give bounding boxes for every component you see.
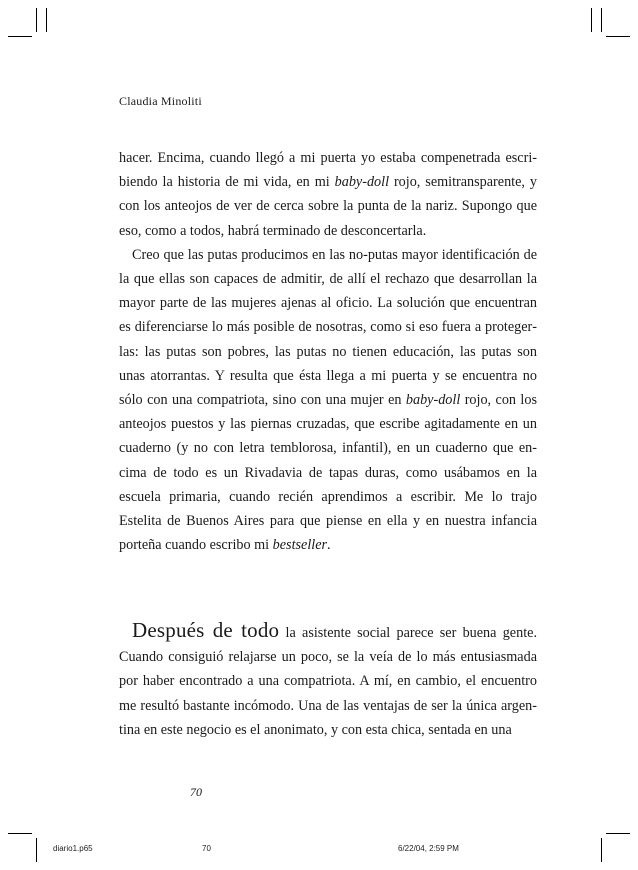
slug-filename: diario1.p65 <box>53 844 93 853</box>
crop-mark <box>606 36 630 37</box>
paragraph-text: rojo, con los anteojos puestos y las piernas cruzadas, que escribe agitadamente en un cuaderno (y no con letra temblorosa, infantil), en un cuaderno que encima de todo es un Rivadavia de tapas duras, como usábamos en la escuela primaria, cuando recién aprendimos a escribir. Me lo trajo Estelita de Buenos Aires para que piense en ella y en nuestra infancia porteña cuando escribo mi <box>119 392 537 554</box>
crop-mark <box>36 838 37 862</box>
paragraph <box>119 618 537 742</box>
paragraph-text: la asistente social parece ser buena gente. Cuando consiguió relajarse un poco, se la veía de lo más entusiasmada por haber encontrado a una compatriota. A mí, en cambio, el encuentro me resultó bastante incómodo. Una de las ventajas de ser la única argentina en este negocio es el anonimato, y con esta chica, sentada en una <box>119 625 537 738</box>
paragraph-text: Creo que las putas producimos en las no-putas mayor identificación de la que ellas son capaces de admitir, de allí el rechazo que desarrollan la mayor parte de las mujeres ajenas al oficio. La solución que encuentran es diferenciarse lo más posible de nosotras, como si eso fuera a protegerlas: las putas son pobres, las putas no tienen educación, las putas son unas atorrantas. Y resulta que ésta llega a mi puerta y se encuentra no sólo con una compatriota, sino con una mujer en <box>119 246 537 409</box>
running-head: Claudia Minoliti <box>119 94 202 108</box>
crop-mark <box>601 838 602 862</box>
paragraph-text: hacer. Encima, cuando llegó a mi puerta yo estaba compenetrada escribiendo la historia de mi vida, en mi <box>119 150 537 191</box>
crop-mark <box>8 36 32 37</box>
italic-term: baby-doll <box>334 174 390 191</box>
crop-mark <box>601 8 602 32</box>
slug-page: 70 <box>202 844 211 853</box>
section-lead: Después de todo <box>132 618 280 642</box>
italic-term: bestseller <box>272 537 328 554</box>
slug-datetime: 6/22/04, 2:59 PM <box>398 844 459 853</box>
crop-mark <box>606 833 630 834</box>
paragraph <box>119 146 537 243</box>
section-body <box>119 618 537 742</box>
crop-mark <box>36 8 37 32</box>
page-number: 70 <box>190 785 202 799</box>
crop-mark <box>46 8 47 32</box>
italic-term: baby-doll <box>405 392 461 409</box>
crop-mark <box>8 833 32 834</box>
paragraph <box>119 243 537 558</box>
body-text <box>119 146 537 557</box>
paragraph-text: rojo, semitransparente, y con los anteojos de ver de cerca sobre la punta de la nariz. Supongo que eso, como a todos, habrá terminado de desconcertarla. <box>119 174 537 239</box>
crop-mark <box>591 8 592 32</box>
paragraph-text: . <box>327 537 331 554</box>
